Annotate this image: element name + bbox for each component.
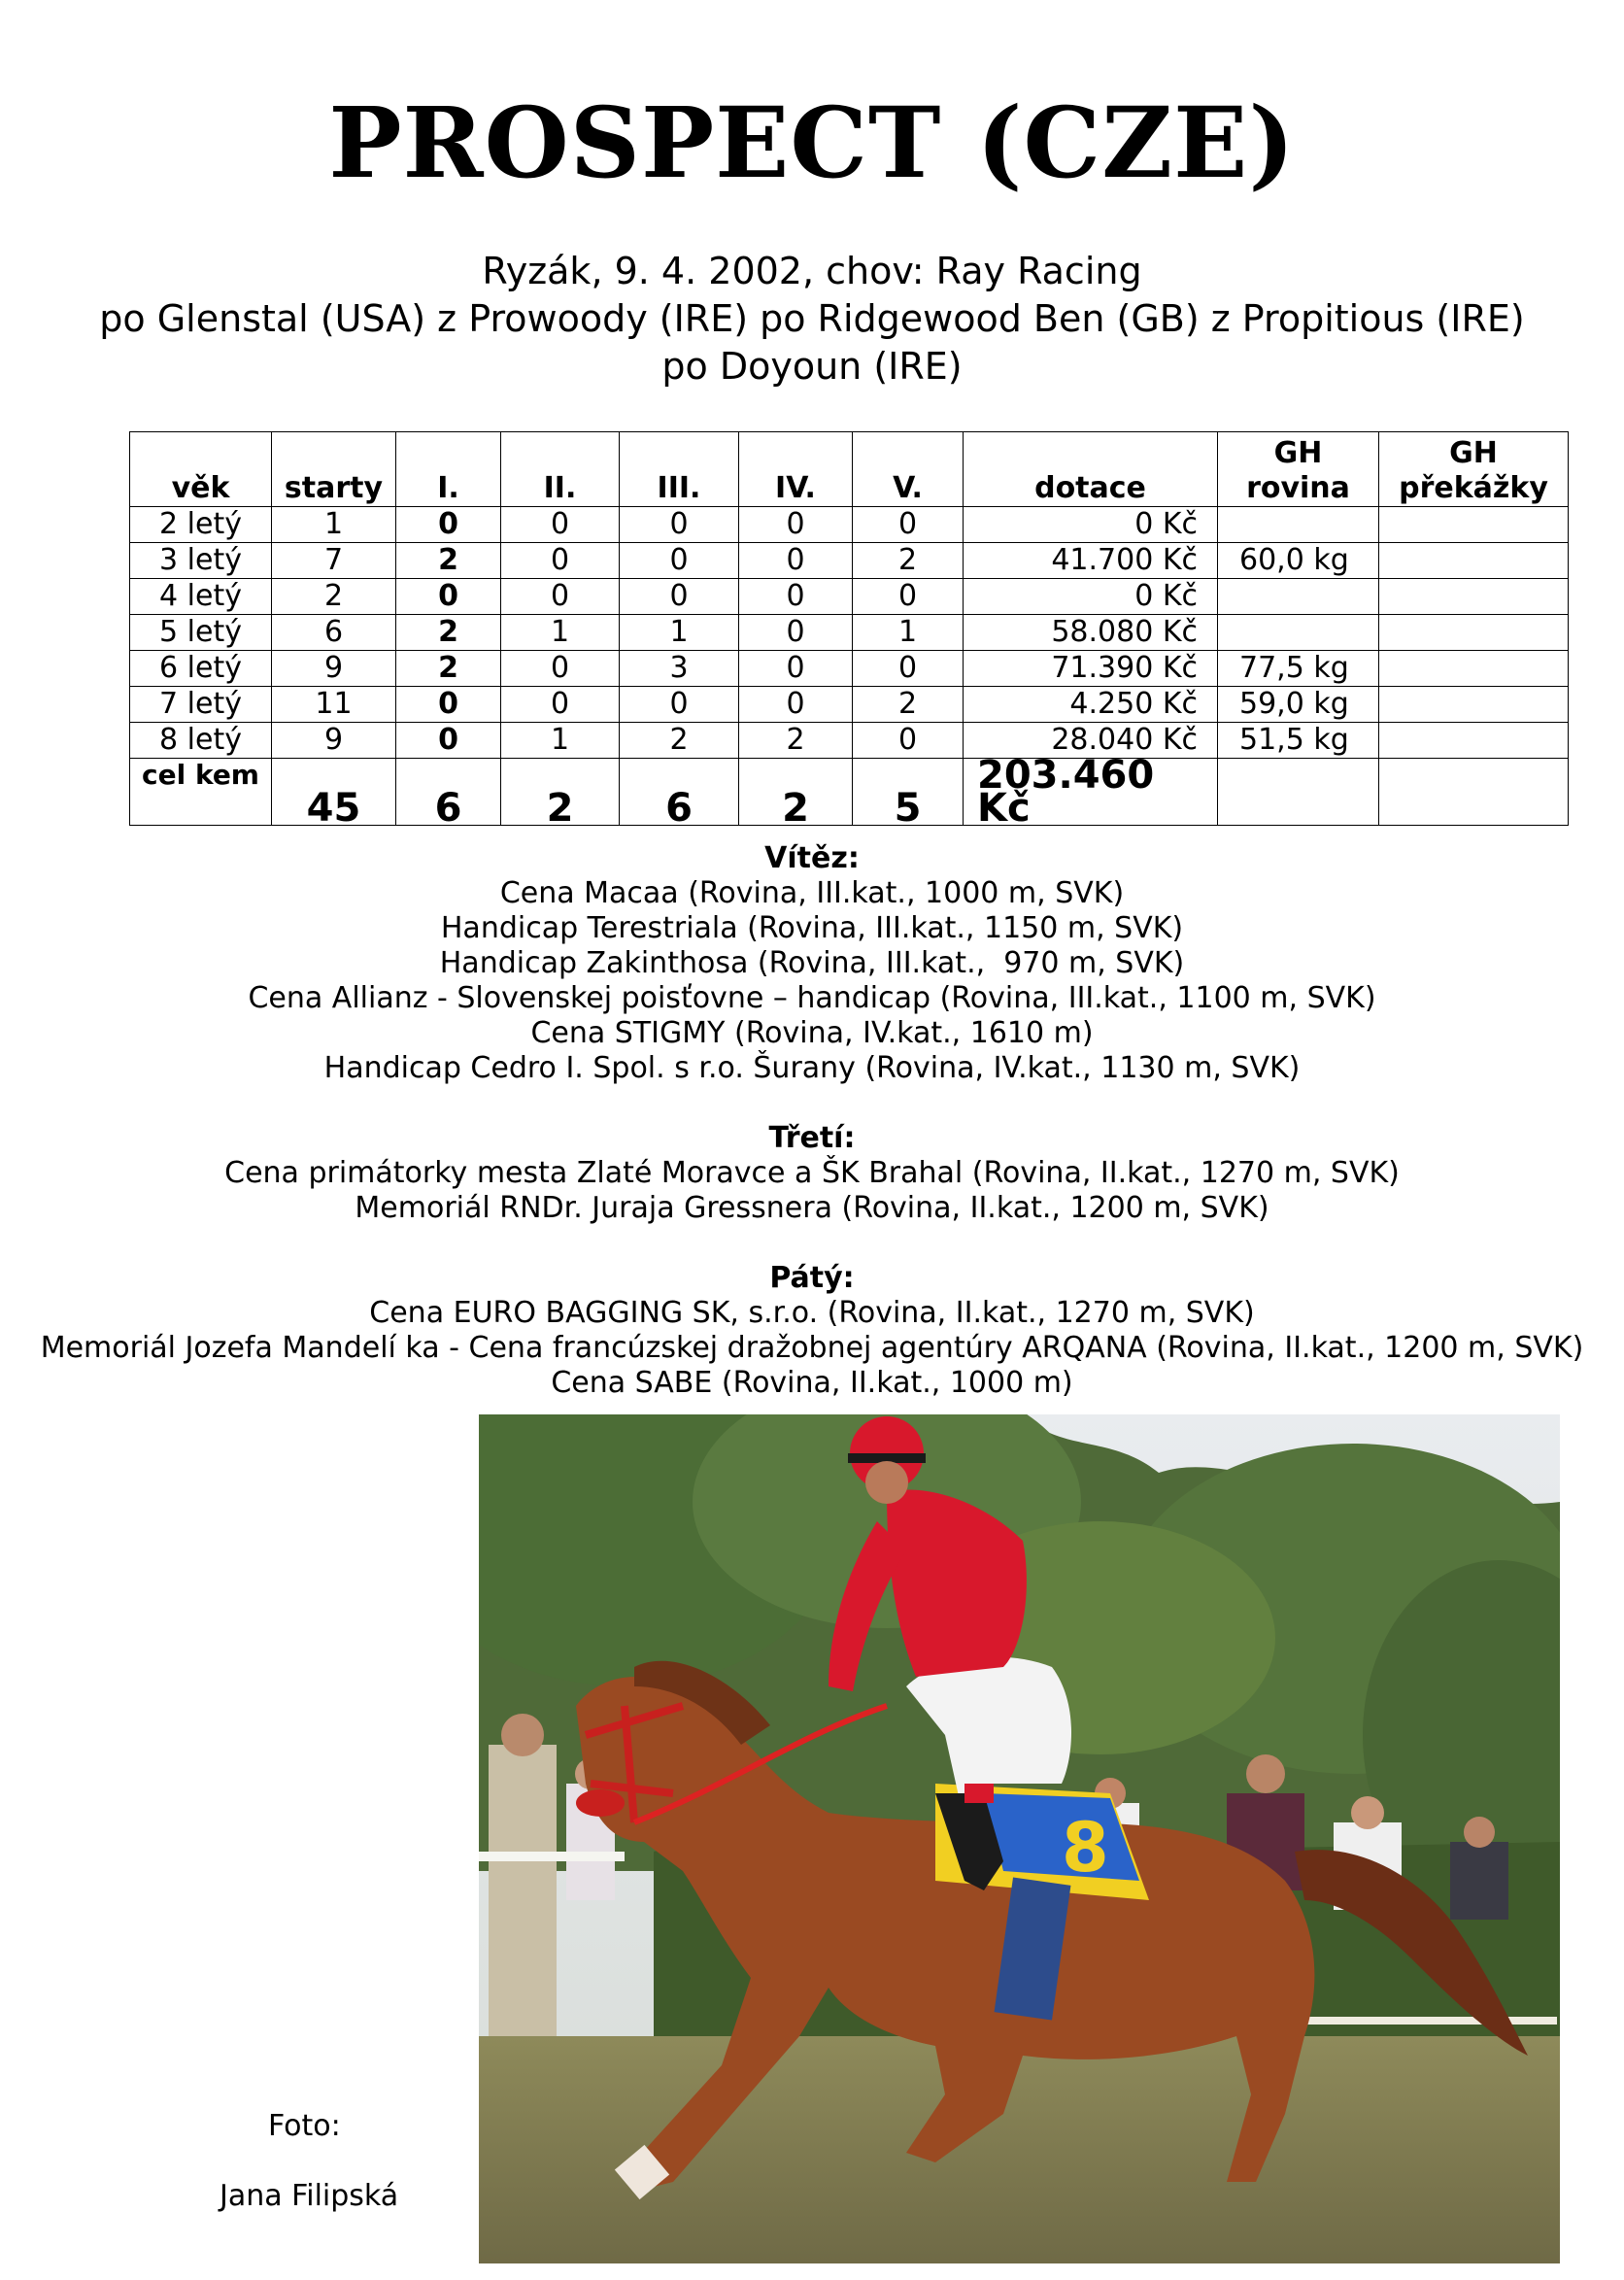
table-cell: 2 bbox=[853, 687, 964, 723]
race-result: Memoriál RNDr. Juraja Gressnera (Rovina, II.kat., 1200 m, SVK) bbox=[355, 1191, 1269, 1225]
race-result: Cena Allianz - Slovenskej poisťovne – handicap (Rovina, III.kat., 1100 m, SVK) bbox=[248, 981, 1376, 1015]
table-cell: 6 letý bbox=[130, 651, 272, 687]
race-result: Cena EURO BAGGING SK, s.r.o. (Rovina, II.kat., 1270 m, SVK) bbox=[369, 1296, 1255, 1330]
table-row bbox=[130, 615, 1569, 651]
race-result: Cena Macaa (Rovina, III.kat., 1000 m, SVK) bbox=[499, 876, 1125, 910]
winner-heading: Vítěz: bbox=[764, 841, 860, 875]
pedigree-line: Ryzák, 9. 4. 2002, chov: Ray Racing bbox=[482, 250, 1142, 292]
table-cell: 2 bbox=[396, 615, 501, 651]
table-cell: 28.040 Kč bbox=[964, 723, 1218, 759]
table-cell: 0 bbox=[620, 687, 739, 723]
table-cell: 2 bbox=[620, 723, 739, 759]
table-cell: 2 bbox=[501, 759, 620, 826]
table-cell: 9 bbox=[272, 723, 396, 759]
col-header: II. bbox=[501, 432, 620, 507]
col-header: I. bbox=[396, 432, 501, 507]
table-cell: 4 letý bbox=[130, 579, 272, 615]
table-cell: 1 bbox=[501, 723, 620, 759]
photo-credit-name: Jana Filipská bbox=[220, 2179, 399, 2213]
col-header: V. bbox=[853, 432, 964, 507]
table-cell bbox=[1218, 507, 1379, 543]
table-cell: 0 bbox=[853, 651, 964, 687]
table-cell: 8 letý bbox=[130, 723, 272, 759]
table-row bbox=[130, 507, 1569, 543]
pedigree-line: po Doyoun (IRE) bbox=[661, 345, 963, 388]
table-row bbox=[130, 543, 1569, 579]
race-result: Memoriál Jozefa Mandelí ka - Cena francúzskej dražobnej agentúry ARQANA (Rovina, II.kat., 1200 m, SVK) bbox=[40, 1331, 1584, 1365]
table-cell bbox=[1218, 615, 1379, 651]
third-heading: Třetí: bbox=[768, 1121, 856, 1155]
table-cell: cel kem bbox=[130, 759, 272, 826]
table-cell: 4.250 Kč bbox=[964, 687, 1218, 723]
table-cell: 0 bbox=[620, 543, 739, 579]
table-cell: 0 bbox=[739, 687, 853, 723]
racing-stats-table bbox=[129, 431, 1569, 831]
table-cell bbox=[1379, 507, 1569, 543]
table-cell: 0 bbox=[853, 507, 964, 543]
table-total-row bbox=[130, 759, 1569, 826]
table-row bbox=[130, 723, 1569, 759]
col-header: GH rovina bbox=[1218, 432, 1379, 507]
table-cell: 0 bbox=[396, 579, 501, 615]
table-cell bbox=[1218, 759, 1379, 826]
col-header: starty bbox=[272, 432, 396, 507]
saddle-number: 8 bbox=[1062, 1808, 1109, 1888]
table-cell: 2 bbox=[272, 579, 396, 615]
table-cell bbox=[1379, 687, 1569, 723]
table-cell: 2 bbox=[396, 651, 501, 687]
table-cell bbox=[1379, 543, 1569, 579]
table-cell: 45 bbox=[272, 759, 396, 826]
table-cell: 77,5 kg bbox=[1218, 651, 1379, 687]
table-cell: 0 bbox=[739, 543, 853, 579]
table-cell: 1 bbox=[620, 615, 739, 651]
table-cell: 11 bbox=[272, 687, 396, 723]
race-result: Handicap Cedro I. Spol. s r.o. Šurany (Rovina, IV.kat., 1130 m, SVK) bbox=[323, 1051, 1301, 1085]
table-cell: 0 bbox=[501, 543, 620, 579]
table-cell: 6 bbox=[620, 759, 739, 826]
results-section bbox=[0, 841, 1624, 1401]
race-result: Cena primátorky mesta Zlaté Moravce a ŠK Brahal (Rovina, II.kat., 1270 m, SVK) bbox=[224, 1156, 1400, 1190]
table-cell: 0 bbox=[739, 579, 853, 615]
table-cell bbox=[1379, 723, 1569, 759]
table-cell: 7 bbox=[272, 543, 396, 579]
table-cell bbox=[1379, 651, 1569, 687]
horse-photo bbox=[479, 1414, 1560, 2263]
table-cell: 0 bbox=[853, 579, 964, 615]
page-title: PROSPECT (CZE) bbox=[328, 85, 1296, 200]
table-cell: 0 bbox=[501, 687, 620, 723]
col-header: III. bbox=[620, 432, 739, 507]
table-cell: 2 letý bbox=[130, 507, 272, 543]
fifth-heading: Pátý: bbox=[769, 1261, 855, 1295]
table-cell: 2 bbox=[396, 543, 501, 579]
table-cell: 0 bbox=[396, 723, 501, 759]
table-cell: 3 bbox=[620, 651, 739, 687]
table-cell: 0 bbox=[739, 615, 853, 651]
table-cell: 7 letý bbox=[130, 687, 272, 723]
table-cell: 2 bbox=[739, 723, 853, 759]
table-cell bbox=[1379, 759, 1569, 826]
table-cell bbox=[1218, 579, 1379, 615]
table-cell: 5 bbox=[853, 759, 964, 826]
photo-credit-label: Foto: bbox=[268, 2109, 341, 2143]
table-cell: 6 bbox=[272, 615, 396, 651]
race-result: Cena SABE (Rovina, II.kat., 1000 m) bbox=[551, 1366, 1073, 1400]
table-cell: 59,0 kg bbox=[1218, 687, 1379, 723]
table-cell: 0 bbox=[501, 507, 620, 543]
table-cell: 2 bbox=[853, 543, 964, 579]
table-cell bbox=[1379, 615, 1569, 651]
table-cell: 0 bbox=[739, 507, 853, 543]
table-cell: 0 bbox=[620, 507, 739, 543]
table-cell: 1 bbox=[272, 507, 396, 543]
table-cell: 0 bbox=[620, 579, 739, 615]
col-header: GH překážky bbox=[1379, 432, 1569, 507]
race-result: Cena STIGMY (Rovina, IV.kat., 1610 m) bbox=[530, 1016, 1094, 1050]
table-row bbox=[130, 579, 1569, 615]
table-cell: 3 letý bbox=[130, 543, 272, 579]
table-cell: 6 bbox=[396, 759, 501, 826]
table-cell: 9 bbox=[272, 651, 396, 687]
table-cell bbox=[1379, 579, 1569, 615]
col-header: věk bbox=[130, 432, 272, 507]
table-cell: 51,5 kg bbox=[1218, 723, 1379, 759]
table-row bbox=[130, 651, 1569, 687]
table-cell: 203.460 Kč bbox=[964, 759, 1218, 826]
table-cell: 0 bbox=[396, 507, 501, 543]
table-cell: 0 bbox=[501, 651, 620, 687]
table-cell: 0 bbox=[396, 687, 501, 723]
race-result: Handicap Terestriala (Rovina, III.kat., 1150 m, SVK) bbox=[440, 911, 1184, 945]
table-cell: 2 bbox=[739, 759, 853, 826]
table-cell: 0 bbox=[853, 723, 964, 759]
table-cell: 0 Kč bbox=[964, 579, 1218, 615]
table-cell: 0 bbox=[739, 651, 853, 687]
table-cell: 60,0 kg bbox=[1218, 543, 1379, 579]
table-cell: 0 bbox=[501, 579, 620, 615]
col-header: IV. bbox=[739, 432, 853, 507]
table-cell: 41.700 Kč bbox=[964, 543, 1218, 579]
table-cell: 0 Kč bbox=[964, 507, 1218, 543]
table-cell: 71.390 Kč bbox=[964, 651, 1218, 687]
pedigree bbox=[0, 248, 1624, 391]
pedigree-line: po Glenstal (USA) z Prowoody (IRE) po Ridgewood Ben (GB) z Propitious (IRE) bbox=[99, 297, 1525, 340]
table-cell: 1 bbox=[501, 615, 620, 651]
table-row bbox=[130, 687, 1569, 723]
table-cell: 1 bbox=[853, 615, 964, 651]
col-header: dotace bbox=[964, 432, 1218, 507]
table-cell: 5 letý bbox=[130, 615, 272, 651]
table-header-row bbox=[130, 432, 1569, 507]
race-result: Handicap Zakinthosa (Rovina, III.kat., 970 m, SVK) bbox=[439, 946, 1185, 980]
table-cell: 58.080 Kč bbox=[964, 615, 1218, 651]
